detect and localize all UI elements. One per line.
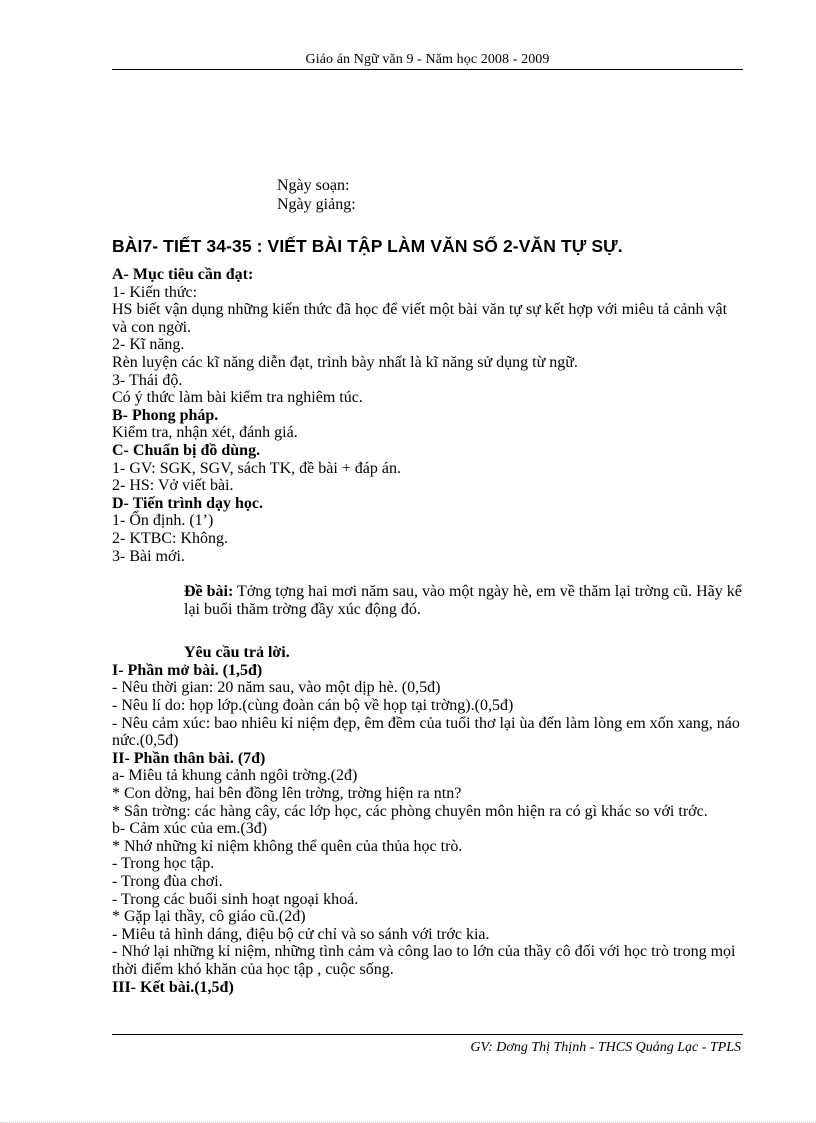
- part2-item: b- Cảm xúc của em.(3đ): [112, 820, 268, 838]
- section-b-text: Kiểm tra, nhận xét, đánh giá.: [112, 424, 298, 442]
- part2-item: * Sân trờng: các hàng cây, các lớp học, các phòng chuyên môn hiện ra có gì khác so với trớc.: [112, 802, 708, 820]
- section-d-step1: 1- Ổn định. (1’): [112, 512, 214, 530]
- part2-item: a- Miêu tả khung cảnh ngôi trờng.(2đ): [112, 767, 358, 785]
- section-a-heading: A- Mục tiêu cần đạt:: [112, 266, 254, 283]
- skill-text: Rèn luyện các kĩ năng diễn đạt, trình bày nhất là kĩ năng sử dụng từ ngữ.: [112, 353, 578, 371]
- part2-item: * Gặp lại thầy, cô giáo cũ.(2đ): [112, 908, 306, 926]
- date-giang-label: Ngày giảng:: [277, 196, 356, 213]
- lesson-body: [112, 266, 744, 996]
- section-c-gv: 1- GV: SGK, SGV, sách TK, đề bài + đáp án.: [112, 459, 401, 477]
- header-rule: [112, 69, 743, 70]
- part2-item: - Trong các buổi sinh hoạt ngoại khoá.: [112, 890, 359, 908]
- attitude-text: Có ý thức làm bài kiểm tra nghiêm túc.: [112, 389, 363, 407]
- footer-rule: [112, 1034, 743, 1035]
- attitude-label: 3- Thái độ.: [112, 371, 183, 389]
- page-footer: GV: Dơng Thị Thịnh - THCS Quảng Lạc - TPLS: [470, 1040, 741, 1055]
- knowledge-text: HS biết vận dụng những kiến thức đã học để viết một bài văn tự sự kết hợp với miêu tả cảnh vật và con ngời.: [112, 301, 728, 336]
- requirements-heading: Yêu cầu trả lời.: [184, 644, 290, 662]
- part2-item: - Trong đùa chơi.: [112, 873, 223, 890]
- section-d-heading: D- Tiến trình dạy học.: [112, 494, 263, 512]
- part2-item: * Con dờng, hai bên đồng lên trờng, trờng hiện ra ntn?: [112, 785, 462, 803]
- part2-item: - Nhớ lại những kỉ niệm, những tình cảm và công lao to lớn của thầy cô đối với học trò trong mọi thời điểm khó khăn của học tập , cuộc sống.: [112, 943, 736, 978]
- knowledge-label: 1- Kiến thức:: [112, 283, 198, 301]
- part2-item: - Trong học tập.: [112, 855, 215, 873]
- part3-heading: III- Kết bài.(1,5đ): [112, 978, 234, 996]
- part1-item: - Nêu thời gian: 20 năm sau, vào một dịp hè. (0,5đ): [112, 679, 441, 697]
- part1-item: - Nêu lí do: họp lớp.(cùng đoàn cán bộ về họp tại trờng).(0,5đ): [112, 697, 514, 715]
- part2-item: * Nhớ những kỉ niệm không thể quên của thủa học trò.: [112, 837, 463, 855]
- spacer: [112, 618, 744, 644]
- section-c-hs: 2- HS: Vở viết bài.: [112, 477, 234, 495]
- part1-heading: I- Phần mở bài. (1,5đ): [112, 661, 263, 679]
- page-header: Giáo án Ngữ văn 9 - Năm học 2008 - 2009: [305, 52, 550, 67]
- date-block: [277, 176, 356, 214]
- lesson-title: BÀI7- TIẾT 34-35 : VIẾT BÀI TẬP LÀM VĂN SỐ 2-VĂN TỰ SỰ.: [112, 236, 623, 256]
- section-c-heading: C- Chuẩn bị đồ dùng.: [112, 441, 261, 459]
- part1-item: - Nêu cảm xúc: bao nhiêu kỉ niệm đẹp, êm đềm của tuổi thơ lại ùa đến làm lòng em xốn xang, náo nức.(0,5đ): [112, 714, 740, 750]
- section-d-step3: 3- Bài mới.: [112, 547, 185, 565]
- section-d-step2: 2- KTBC: Không.: [112, 529, 228, 547]
- part2-item: - Miêu tả hình dáng, điệu bộ cử chỉ và so sánh với trớc kia.: [112, 925, 490, 943]
- essay-prompt-label: Đề bài:: [184, 583, 234, 601]
- part2-heading: II- Phần thân bài. (7đ): [112, 749, 266, 767]
- skill-label: 2- Kĩ năng.: [112, 336, 185, 354]
- essay-prompt-text: Tởng tợng hai mơi năm sau, vào một ngày hè, em về thăm lại trờng cũ. Hãy kể lại buổi thăm trờng đầy xúc động đó.: [184, 583, 742, 618]
- spacer: [112, 565, 744, 583]
- essay-prompt: [112, 583, 744, 618]
- date-soan-label: Ngày soạn:: [277, 177, 350, 194]
- section-b-heading: B- Phong pháp.: [112, 406, 219, 424]
